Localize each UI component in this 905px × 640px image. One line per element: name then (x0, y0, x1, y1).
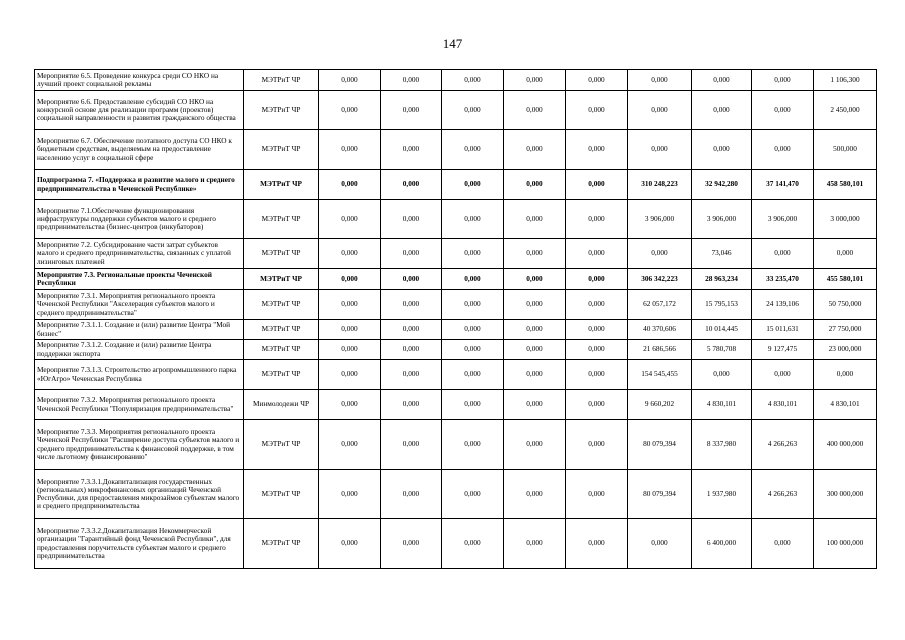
amount-cell: 0,000 (504, 340, 566, 360)
amount-cell: 32 942,280 (692, 170, 752, 200)
amount-cell: 455 580,101 (814, 269, 877, 290)
amount-cell: 0,000 (319, 170, 381, 200)
table-row (35, 290, 877, 320)
amount-cell: 21 686,566 (628, 340, 692, 360)
amount-cell: 4 830,101 (692, 390, 752, 420)
row-executor: МЭТРиТ ЧР (244, 269, 319, 290)
row-title: Мероприятие 7.3.1.1. Создание и (или) развитие Центра "Мой бизнес" (35, 320, 244, 340)
row-title: Мероприятие 7.3.1.2. Создание и (или) развитие Центра поддержки экспорта (35, 340, 244, 360)
amount-cell: 0,000 (381, 360, 442, 390)
table-row (35, 269, 877, 290)
amount-cell: 2 450,000 (814, 91, 877, 130)
row-title: Мероприятие 7.3.2. Мероприятия регионального проекта Чеченской Республики "Популяризация предпринимательства" (35, 390, 244, 420)
table-row (35, 420, 877, 470)
amount-cell: 0,000 (319, 320, 381, 340)
amount-cell: 0,000 (442, 269, 504, 290)
amount-cell: 0,000 (442, 91, 504, 130)
page-number: 147 (442, 36, 463, 51)
amount-cell: 0,000 (319, 239, 381, 269)
amount-cell: 0,000 (381, 470, 442, 519)
amount-cell: 0,000 (442, 70, 504, 91)
row-executor: МЭТРиТ ЧР (244, 91, 319, 130)
table-row (35, 390, 877, 420)
amount-cell: 0,000 (381, 91, 442, 130)
row-executor: МЭТРиТ ЧР (244, 290, 319, 320)
amount-cell: 100 000,000 (814, 519, 877, 569)
amount-cell: 0,000 (692, 360, 752, 390)
amount-cell: 0,000 (566, 91, 628, 130)
amount-cell: 3 906,000 (752, 200, 814, 239)
amount-cell: 300 000,000 (814, 470, 877, 519)
amount-cell: 80 079,394 (628, 470, 692, 519)
amount-cell: 0,000 (381, 269, 442, 290)
table-row (35, 200, 877, 239)
amount-cell: 62 057,172 (628, 290, 692, 320)
amount-cell: 0,000 (566, 320, 628, 340)
amount-cell: 0,000 (504, 390, 566, 420)
amount-cell: 0,000 (566, 470, 628, 519)
amount-cell: 0,000 (319, 340, 381, 360)
table-row (35, 130, 877, 170)
amount-cell: 3 906,000 (628, 200, 692, 239)
amount-cell: 0,000 (628, 70, 692, 91)
table-row (35, 239, 877, 269)
amount-cell: 0,000 (566, 290, 628, 320)
amount-cell: 15 795,153 (692, 290, 752, 320)
amount-cell: 0,000 (566, 70, 628, 91)
row-title: Мероприятие 6.7. Обеспечение поэтапного доступа СО НКО к бюджетным средствам, выделяемым на предоставление населению услуг в социальной сфере (35, 130, 244, 170)
row-executor: МЭТРиТ ЧР (244, 470, 319, 519)
amount-cell: 3 906,000 (692, 200, 752, 239)
amount-cell: 0,000 (566, 340, 628, 360)
amount-cell: 0,000 (381, 519, 442, 569)
amount-cell: 0,000 (319, 70, 381, 91)
row-title: Мероприятие 7.3.1.3. Строительство агропромышленного парка «ЮгАгро» Чеченская Республика (35, 360, 244, 390)
table-row (35, 470, 877, 519)
amount-cell: 4 266,263 (752, 470, 814, 519)
row-executor: МЭТРиТ ЧР (244, 519, 319, 569)
amount-cell: 0,000 (381, 239, 442, 269)
amount-cell: 27 750,000 (814, 320, 877, 340)
amount-cell: 0,000 (752, 360, 814, 390)
row-title: Мероприятие 7.3.1. Мероприятия регионального проекта Чеченской Республики "Акселерация субъектов малого и среднего предпринимательства" (35, 290, 244, 320)
amount-cell: 0,000 (752, 91, 814, 130)
table-row (35, 70, 877, 91)
amount-cell: 4 266,263 (752, 420, 814, 470)
table-row (35, 170, 877, 200)
amount-cell: 0,000 (504, 130, 566, 170)
amount-cell: 0,000 (442, 130, 504, 170)
amount-cell: 0,000 (504, 290, 566, 320)
amount-cell: 1 106,300 (814, 70, 877, 91)
table-row (35, 360, 877, 390)
amount-cell: 0,000 (381, 200, 442, 239)
amount-cell: 10 014,445 (692, 320, 752, 340)
amount-cell: 0,000 (566, 269, 628, 290)
row-title: Мероприятие 7.3.3. Мероприятия регионального проекта Чеченской Республики "Расширение доступа субъектов малого и среднего предпринимательства к финансовой поддержке, в том числе льготному финансированию" (35, 420, 244, 470)
amount-cell: 0,000 (442, 340, 504, 360)
table-row (35, 519, 877, 569)
amount-cell: 5 780,708 (692, 340, 752, 360)
table-body (35, 70, 877, 569)
amount-cell: 0,000 (566, 170, 628, 200)
amount-cell: 0,000 (504, 320, 566, 340)
amount-cell: 400 000,000 (814, 420, 877, 470)
amount-cell: 0,000 (504, 200, 566, 239)
amount-cell: 306 342,223 (628, 269, 692, 290)
amount-cell: 9 127,475 (752, 340, 814, 360)
amount-cell: 0,000 (319, 130, 381, 170)
amount-cell: 0,000 (566, 239, 628, 269)
amount-cell: 0,000 (381, 130, 442, 170)
amount-cell: 0,000 (442, 360, 504, 390)
amount-cell: 0,000 (566, 420, 628, 470)
amount-cell: 0,000 (319, 91, 381, 130)
amount-cell: 0,000 (752, 239, 814, 269)
amount-cell: 0,000 (319, 269, 381, 290)
amount-cell: 0,000 (504, 360, 566, 390)
amount-cell: 0,000 (381, 170, 442, 200)
amount-cell: 0,000 (628, 91, 692, 130)
amount-cell: 4 830,101 (814, 390, 877, 420)
amount-cell: 3 000,000 (814, 200, 877, 239)
amount-cell: 0,000 (566, 360, 628, 390)
amount-cell: 0,000 (442, 290, 504, 320)
row-title: Мероприятие 7.2. Субсидирование части затрат субъектов малого и среднего предпринимательства, связанных с уплатой лизинговых платежей (35, 239, 244, 269)
amount-cell: 0,000 (381, 70, 442, 91)
amount-cell: 8 337,980 (692, 420, 752, 470)
amount-cell: 0,000 (442, 320, 504, 340)
amount-cell: 0,000 (381, 340, 442, 360)
amount-cell: 0,000 (442, 200, 504, 239)
amount-cell: 0,000 (814, 360, 877, 390)
amount-cell: 0,000 (504, 470, 566, 519)
amount-cell: 33 235,470 (752, 269, 814, 290)
amount-cell: 0,000 (504, 420, 566, 470)
row-executor: МЭТРиТ ЧР (244, 320, 319, 340)
amount-cell: 0,000 (381, 320, 442, 340)
amount-cell: 0,000 (692, 91, 752, 130)
amount-cell: 0,000 (381, 420, 442, 470)
amount-cell: 458 580,101 (814, 170, 877, 200)
amount-cell: 0,000 (381, 290, 442, 320)
row-executor: МЭТРиТ ЧР (244, 130, 319, 170)
amount-cell: 0,000 (319, 420, 381, 470)
row-executor: МЭТРиТ ЧР (244, 340, 319, 360)
table-row (35, 91, 877, 130)
amount-cell: 0,000 (319, 200, 381, 239)
amount-cell: 0,000 (319, 390, 381, 420)
amount-cell: 0,000 (504, 239, 566, 269)
amount-cell: 0,000 (692, 130, 752, 170)
row-title: Мероприятие 7.3.3.1.Докапитализация государственных (региональных) микрофинансовых организаций Чеченской Республики, для предоставления микрозаймов субъектам малого и среднего предпринимательства (35, 470, 244, 519)
row-title: Мероприятие 7.3.3.2.Докапитализация Некоммерческой организации "Гарантийный фонд Чеченской Республики", для предоставления поручительств субъектам малого и среднего предпринимательства (35, 519, 244, 569)
amount-cell: 0,000 (442, 519, 504, 569)
amount-cell: 0,000 (442, 390, 504, 420)
budget-table (34, 69, 877, 569)
table-row (35, 340, 877, 360)
amount-cell: 0,000 (442, 239, 504, 269)
amount-cell: 0,000 (566, 519, 628, 569)
amount-cell: 0,000 (504, 70, 566, 91)
amount-cell: 0,000 (504, 519, 566, 569)
amount-cell: 0,000 (442, 420, 504, 470)
amount-cell: 0,000 (319, 519, 381, 569)
amount-cell: 0,000 (319, 360, 381, 390)
amount-cell: 80 079,394 (628, 420, 692, 470)
amount-cell: 1 937,980 (692, 470, 752, 519)
row-executor: Минмолодежи ЧР (244, 390, 319, 420)
amount-cell: 37 141,470 (752, 170, 814, 200)
amount-cell: 0,000 (566, 130, 628, 170)
amount-cell: 0,000 (752, 130, 814, 170)
amount-cell: 154 545,455 (628, 360, 692, 390)
amount-cell: 0,000 (504, 91, 566, 130)
amount-cell: 0,000 (319, 470, 381, 519)
amount-cell: 15 011,631 (752, 320, 814, 340)
amount-cell: 0,000 (752, 70, 814, 91)
row-executor: МЭТРиТ ЧР (244, 420, 319, 470)
amount-cell: 73,046 (692, 239, 752, 269)
row-title: Мероприятие 7.1.Обеспечение функционирования инфраструктуры поддержки субъектов малого и среднего предпринимательства (бизнес-центров (инкубаторов) (35, 200, 244, 239)
row-executor: МЭТРиТ ЧР (244, 239, 319, 269)
amount-cell: 6 400,000 (692, 519, 752, 569)
row-title: Мероприятие 6.5. Проведение конкурса среди СО НКО на лучший проект социальной рекламы (35, 70, 244, 91)
row-executor: МЭТРиТ ЧР (244, 170, 319, 200)
amount-cell: 0,000 (628, 130, 692, 170)
amount-cell: 500,000 (814, 130, 877, 170)
amount-cell: 0,000 (566, 200, 628, 239)
amount-cell: 310 248,223 (628, 170, 692, 200)
amount-cell: 0,000 (442, 170, 504, 200)
row-title: Подпрограмма 7. «Поддержка и развитие малого и среднего предпринимательства в Чеченской Республике» (35, 170, 244, 200)
amount-cell: 0,000 (628, 239, 692, 269)
amount-cell: 0,000 (381, 390, 442, 420)
amount-cell: 9 660,202 (628, 390, 692, 420)
amount-cell: 0,000 (504, 269, 566, 290)
amount-cell: 0,000 (752, 519, 814, 569)
amount-cell: 24 139,106 (752, 290, 814, 320)
amount-cell: 4 830,101 (752, 390, 814, 420)
table-row (35, 320, 877, 340)
amount-cell: 0,000 (628, 519, 692, 569)
row-executor: МЭТРиТ ЧР (244, 360, 319, 390)
amount-cell: 0,000 (442, 470, 504, 519)
row-executor: МЭТРиТ ЧР (244, 70, 319, 91)
amount-cell: 28 963,234 (692, 269, 752, 290)
amount-cell: 50 750,000 (814, 290, 877, 320)
amount-cell: 40 370,606 (628, 320, 692, 340)
amount-cell: 23 000,000 (814, 340, 877, 360)
row-title: Мероприятие 6.6. Предоставление субсидий СО НКО на конкурсной основе для реализации программ (проектов) социальной направленности и развития гражданского общества (35, 91, 244, 130)
amount-cell: 0,000 (566, 390, 628, 420)
row-title: Мероприятие 7.3. Региональные проекты Чеченской Республики (35, 269, 244, 290)
amount-cell: 0,000 (504, 170, 566, 200)
row-executor: МЭТРиТ ЧР (244, 200, 319, 239)
amount-cell: 0,000 (319, 290, 381, 320)
amount-cell: 0,000 (692, 70, 752, 91)
amount-cell: 0,000 (814, 239, 877, 269)
